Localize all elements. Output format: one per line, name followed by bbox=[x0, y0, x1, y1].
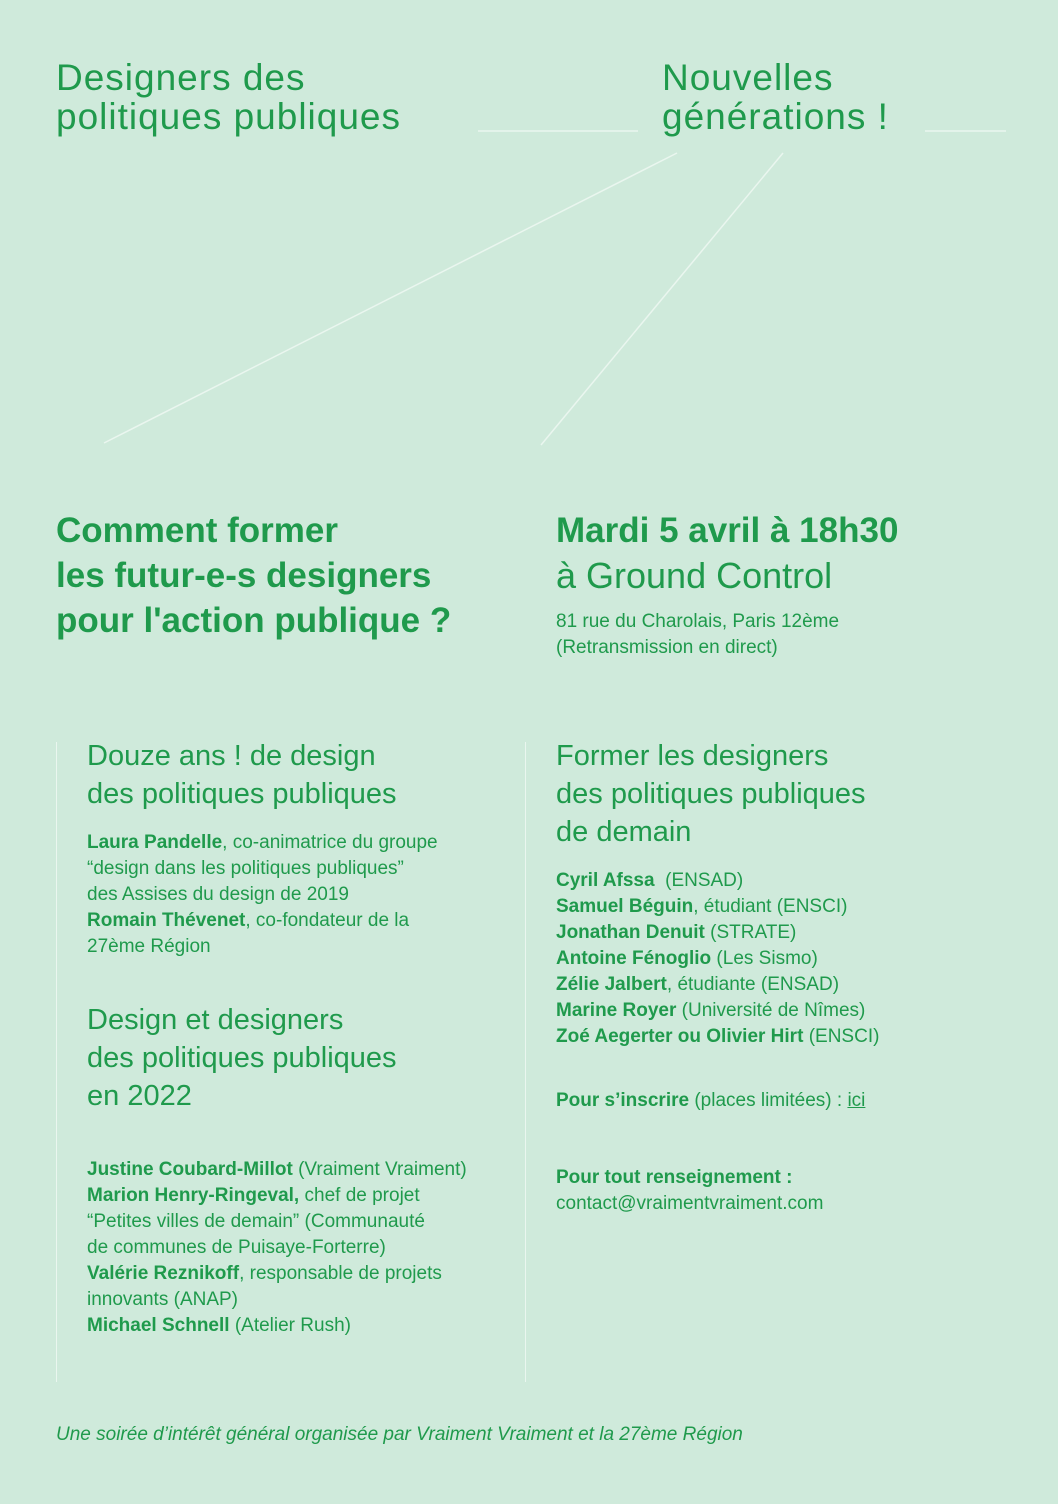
header-right-line1: Nouvelles bbox=[662, 57, 834, 98]
section-title-line: des politiques publiques bbox=[556, 778, 866, 810]
speaker-desc: (ENSAD) bbox=[654, 870, 744, 891]
speaker-entry bbox=[556, 998, 879, 1024]
speaker-desc: “Petites villes de demain” (Communauté bbox=[87, 1211, 425, 1232]
column-divider-left bbox=[56, 742, 57, 1382]
section-title bbox=[87, 1001, 467, 1115]
speaker-entry bbox=[556, 946, 879, 972]
section-title-line: Former les designers bbox=[556, 740, 829, 772]
speaker-desc: “design dans les politiques publiques” bbox=[87, 858, 404, 879]
header-left-line1: Designers des bbox=[56, 57, 306, 98]
speaker-desc: (Atelier Rush) bbox=[229, 1315, 351, 1336]
section-former-designers bbox=[556, 737, 879, 1050]
speaker-name: Antoine Fénoglio bbox=[556, 948, 712, 969]
speaker-desc: , étudiante (ENSAD) bbox=[666, 974, 840, 995]
section-design-2022 bbox=[87, 1001, 467, 1339]
speaker-desc: (ENSCI) bbox=[803, 1026, 880, 1047]
speaker-desc: , responsable de projets bbox=[239, 1263, 442, 1284]
contact-email[interactable]: contact@vraimentvraiment.com bbox=[556, 1193, 824, 1214]
question-line3: pour l'action publique ? bbox=[56, 601, 452, 640]
event-date: Mardi 5 avril à 18h30 bbox=[556, 511, 899, 550]
speaker-entry bbox=[556, 920, 879, 946]
speaker-entry bbox=[87, 830, 438, 856]
footer-credit: Une soirée d’intérêt général organisée par Vraiment Vraiment et la 27ème Région bbox=[56, 1424, 743, 1445]
speaker-entry bbox=[556, 894, 879, 920]
speaker-list bbox=[556, 868, 879, 1050]
speaker-desc: de communes de Puisaye-Forterre) bbox=[87, 1237, 386, 1258]
register-label: Pour s’inscrire bbox=[556, 1090, 690, 1111]
speaker-desc: , co-fondateur de la bbox=[245, 910, 410, 931]
section-title-line: Design et designers bbox=[87, 1004, 344, 1036]
event-venue: à Ground Control bbox=[556, 555, 833, 596]
header-title-left bbox=[56, 58, 401, 136]
section-douze-ans bbox=[87, 737, 438, 960]
speaker-list bbox=[87, 1157, 467, 1339]
speaker-entry bbox=[556, 972, 879, 998]
speaker-entry bbox=[87, 1261, 467, 1287]
section-title bbox=[87, 737, 438, 813]
section-title-line: de demain bbox=[556, 816, 692, 848]
speaker-entry bbox=[87, 1313, 467, 1339]
speaker-name: Laura Pandelle bbox=[87, 832, 223, 853]
speaker-name: Zoé Aegerter ou Olivier Hirt bbox=[556, 1026, 804, 1047]
speaker-desc: (Les Sismo) bbox=[711, 948, 818, 969]
main-question bbox=[56, 508, 451, 643]
contact-label: Pour tout renseignement : bbox=[556, 1167, 793, 1188]
register-link[interactable]: ici bbox=[847, 1090, 866, 1111]
header-left-line2: politiques publiques bbox=[56, 96, 402, 137]
section-title-line: en 2022 bbox=[87, 1080, 192, 1112]
speaker-name: Marine Royer bbox=[556, 1000, 677, 1021]
event-address-block bbox=[556, 609, 839, 661]
speaker-desc: (Université de Nîmes) bbox=[676, 1000, 866, 1021]
speaker-entry bbox=[556, 1024, 879, 1050]
register-desc: (places limitées) : bbox=[689, 1090, 848, 1111]
speaker-name: Justine Coubard-Millot bbox=[87, 1159, 293, 1180]
speaker-entry bbox=[87, 908, 438, 934]
section-title-line: Douze ans ! de design bbox=[87, 740, 376, 772]
section-title-line: des politiques publiques bbox=[87, 1042, 397, 1074]
speaker-name: Zélie Jalbert bbox=[556, 974, 667, 995]
speaker-name: Samuel Béguin bbox=[556, 896, 694, 917]
speaker-entry bbox=[87, 1183, 467, 1209]
speaker-desc: 27ème Région bbox=[87, 936, 211, 957]
speaker-desc: , étudiant (ENSCI) bbox=[693, 896, 848, 917]
speaker-name: Marion Henry-Ringeval, bbox=[87, 1185, 300, 1206]
event-broadcast: (Retransmission en direct) bbox=[556, 637, 778, 658]
contact-block bbox=[556, 1165, 823, 1217]
speaker-name: Michael Schnell bbox=[87, 1315, 230, 1336]
header-title-right bbox=[662, 58, 889, 136]
speaker-desc: (STRATE) bbox=[704, 922, 797, 943]
speaker-desc: , co-animatrice du groupe bbox=[222, 832, 438, 853]
column-divider-middle bbox=[525, 742, 526, 1382]
speaker-desc: innovants (ANAP) bbox=[87, 1289, 239, 1310]
speaker-entry bbox=[556, 868, 879, 894]
speaker-name: Romain Thévenet bbox=[87, 910, 246, 931]
speaker-name: Valérie Reznikoff bbox=[87, 1263, 240, 1284]
speaker-list bbox=[87, 830, 438, 960]
question-line1: Comment former bbox=[56, 511, 338, 550]
speaker-entry bbox=[87, 1157, 467, 1183]
speaker-name: Cyril Afssa bbox=[556, 870, 655, 891]
section-title bbox=[556, 737, 879, 851]
speaker-desc: (Vraiment Vraiment) bbox=[292, 1159, 467, 1180]
speaker-desc: des Assises du design de 2019 bbox=[87, 884, 349, 905]
register-line bbox=[556, 1088, 865, 1114]
speaker-name: Jonathan Denuit bbox=[556, 922, 705, 943]
speaker-desc: chef de projet bbox=[299, 1185, 420, 1206]
section-title-line: des politiques publiques bbox=[87, 778, 397, 810]
question-line2: les futur-e-s designers bbox=[56, 556, 432, 595]
event-address: 81 rue du Charolais, Paris 12ème bbox=[556, 611, 840, 632]
header-right-line2: générations ! bbox=[662, 96, 889, 137]
